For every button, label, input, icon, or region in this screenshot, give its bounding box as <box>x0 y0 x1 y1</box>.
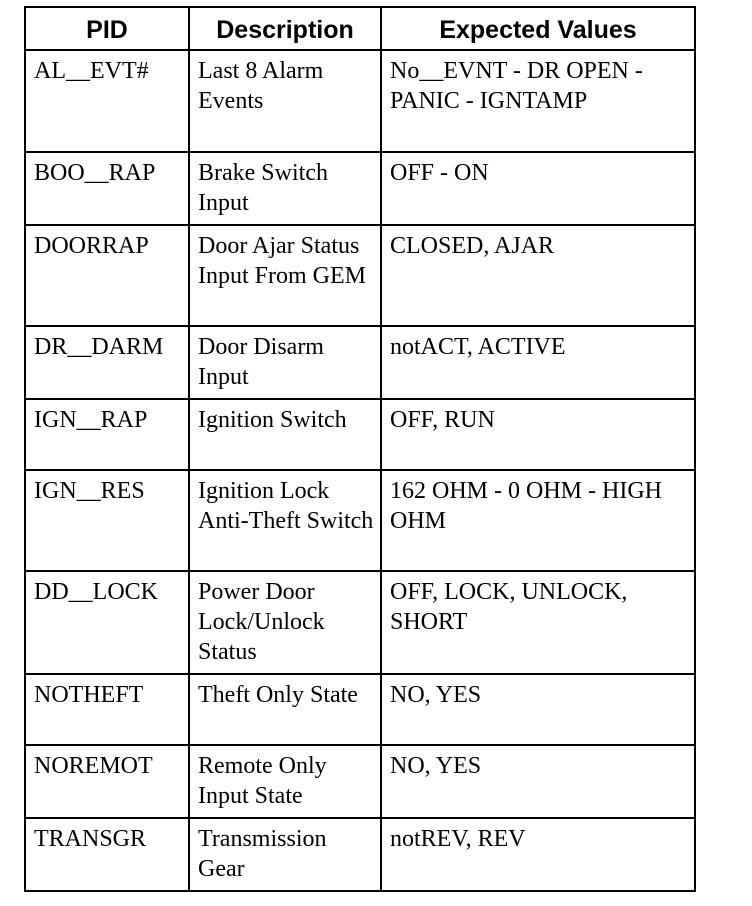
pid-cell: BOO__RAP <box>25 152 189 225</box>
pid-cell: IGN__RAP <box>25 399 189 470</box>
table-row <box>25 50 695 152</box>
table-row <box>25 225 695 326</box>
pid-cell: DR__DARM <box>25 326 189 399</box>
pid-cell: TRANSGR <box>25 818 189 891</box>
expected-values-cell: OFF - ON <box>381 152 695 225</box>
description-cell: Remote Only Input State <box>189 745 381 818</box>
pid-cell: AL__EVT# <box>25 50 189 152</box>
header-expected-values: Expected Values <box>381 7 695 50</box>
table-header <box>25 7 695 50</box>
table-row <box>25 326 695 399</box>
description-cell: Ignition Lock Anti-Theft Switch <box>189 470 381 571</box>
expected-values-cell: No__EVNT - DR OPEN - PANIC - IGNTAMP <box>381 50 695 152</box>
header-pid: PID <box>25 7 189 50</box>
table-row <box>25 470 695 571</box>
description-cell: Transmission Gear <box>189 818 381 891</box>
table-row <box>25 818 695 891</box>
expected-values-cell: OFF, LOCK, UNLOCK, SHORT <box>381 571 695 674</box>
pid-table <box>24 6 696 892</box>
description-cell: Door Ajar Status Input From GEM <box>189 225 381 326</box>
expected-values-cell: 162 OHM - 0 OHM - HIGH OHM <box>381 470 695 571</box>
header-row <box>25 7 695 50</box>
expected-values-cell: notREV, REV <box>381 818 695 891</box>
pid-cell: DOORRAP <box>25 225 189 326</box>
pid-cell: DD__LOCK <box>25 571 189 674</box>
pid-cell: IGN__RES <box>25 470 189 571</box>
table-row <box>25 745 695 818</box>
description-cell: Ignition Switch <box>189 399 381 470</box>
expected-values-cell: NO, YES <box>381 745 695 818</box>
description-cell: Power Door Lock/Unlock Status <box>189 571 381 674</box>
expected-values-cell: CLOSED, AJAR <box>381 225 695 326</box>
description-cell: Last 8 Alarm Events <box>189 50 381 152</box>
expected-values-cell: NO, YES <box>381 674 695 745</box>
table-row <box>25 571 695 674</box>
pid-cell: NOTHEFT <box>25 674 189 745</box>
pid-cell: NOREMOT <box>25 745 189 818</box>
expected-values-cell: notACT, ACTIVE <box>381 326 695 399</box>
table-body <box>25 50 695 891</box>
description-cell: Theft Only State <box>189 674 381 745</box>
description-cell: Brake Switch Input <box>189 152 381 225</box>
header-description: Description <box>189 7 381 50</box>
table-row <box>25 399 695 470</box>
table-row <box>25 674 695 745</box>
description-cell: Door Disarm Input <box>189 326 381 399</box>
table-row <box>25 152 695 225</box>
expected-values-cell: OFF, RUN <box>381 399 695 470</box>
